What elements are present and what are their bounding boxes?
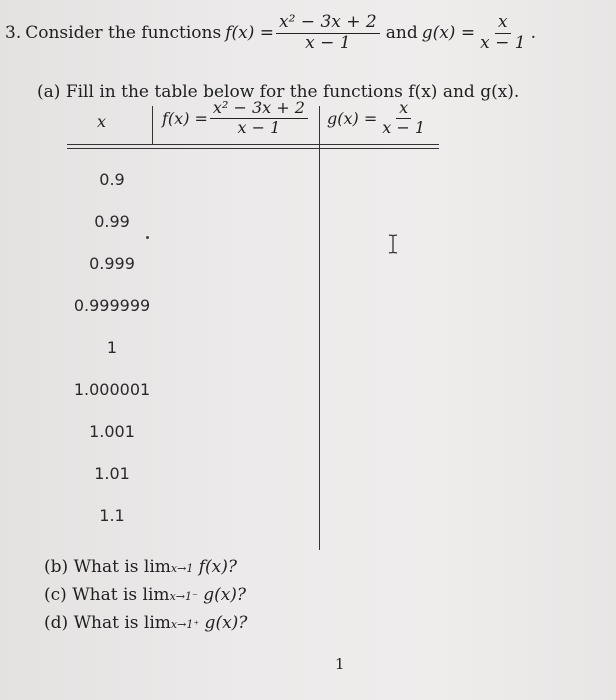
stray-mark: [146, 236, 149, 239]
table-header-g-denominator: x − 1: [382, 117, 426, 137]
table-header-f-lhs: f(x) =: [162, 108, 208, 128]
f-numerator: x² − 3x + 2: [276, 14, 380, 34]
part-d-label: (d): [44, 613, 69, 633]
column-divider-x-f-header: [152, 106, 153, 144]
part-b-text-pre: What is lim: [73, 557, 171, 577]
text-cursor-icon: [387, 234, 399, 254]
part-c: [44, 585, 246, 605]
part-b-text-post: f(x)?: [193, 557, 238, 577]
g-fraction: [477, 14, 528, 53]
page-number: 1: [335, 655, 345, 673]
part-d-text-post: g(x)?: [199, 613, 248, 633]
part-d-subscript: x→1⁺: [170, 618, 200, 631]
header-rule-bottom: [67, 148, 439, 149]
end-punctuation: .: [530, 23, 536, 44]
table-header-g-lhs: g(x) =: [327, 108, 378, 128]
x-value-cell: 0.99: [94, 212, 130, 231]
x-value-cell: 0.999999: [73, 296, 151, 315]
part-d-text-pre: What is lim: [73, 613, 171, 633]
part-c-text-pre: What is lim: [72, 585, 170, 605]
x-value-cell: 1.000001: [73, 380, 151, 399]
column-divider-f-g: [319, 106, 320, 550]
x-value-cell: 0.999: [89, 254, 135, 273]
table-header-f: [162, 100, 310, 137]
part-b: [44, 557, 237, 577]
f-definition-lhs: f(x) =: [225, 23, 274, 44]
table-header-f-numerator: x² − 3x + 2: [210, 100, 308, 119]
g-denominator: x − 1: [480, 32, 526, 53]
x-value-cell: 1: [106, 338, 118, 357]
and-text: and: [385, 23, 418, 44]
x-value-cell: 0.9: [99, 170, 125, 189]
x-value-cell: 1.001: [89, 422, 135, 441]
g-numerator: x: [495, 14, 511, 34]
table-header-f-fraction: [210, 100, 308, 137]
table-header-g: [327, 100, 430, 137]
table-header-g-numerator: x: [396, 100, 411, 119]
f-fraction: [276, 14, 380, 53]
header-rule-top: [67, 144, 439, 145]
table-header-x: x: [97, 112, 107, 131]
part-b-label: (b): [44, 557, 69, 577]
x-value-cell: 1.01: [94, 464, 130, 483]
g-definition-lhs: g(x) =: [421, 23, 476, 44]
question-intro: Consider the functions: [25, 23, 222, 44]
table-header-f-denominator: x − 1: [237, 117, 281, 137]
x-value-cell: 1.1: [99, 506, 125, 525]
part-c-label: (c): [44, 585, 67, 605]
part-c-text-post: g(x)?: [197, 585, 247, 605]
table-header-g-fraction: [379, 100, 428, 137]
question-number: 3.: [5, 23, 22, 44]
part-c-subscript: x→1⁻: [169, 590, 198, 603]
question-3: [5, 14, 536, 53]
part-a-label: (a): [37, 82, 61, 102]
part-b-subscript: x→1: [170, 562, 194, 575]
part-a-text: Fill in the table below for the functions f(x) and g(x).: [65, 82, 520, 102]
f-denominator: x − 1: [305, 32, 351, 53]
part-d: [44, 613, 247, 633]
